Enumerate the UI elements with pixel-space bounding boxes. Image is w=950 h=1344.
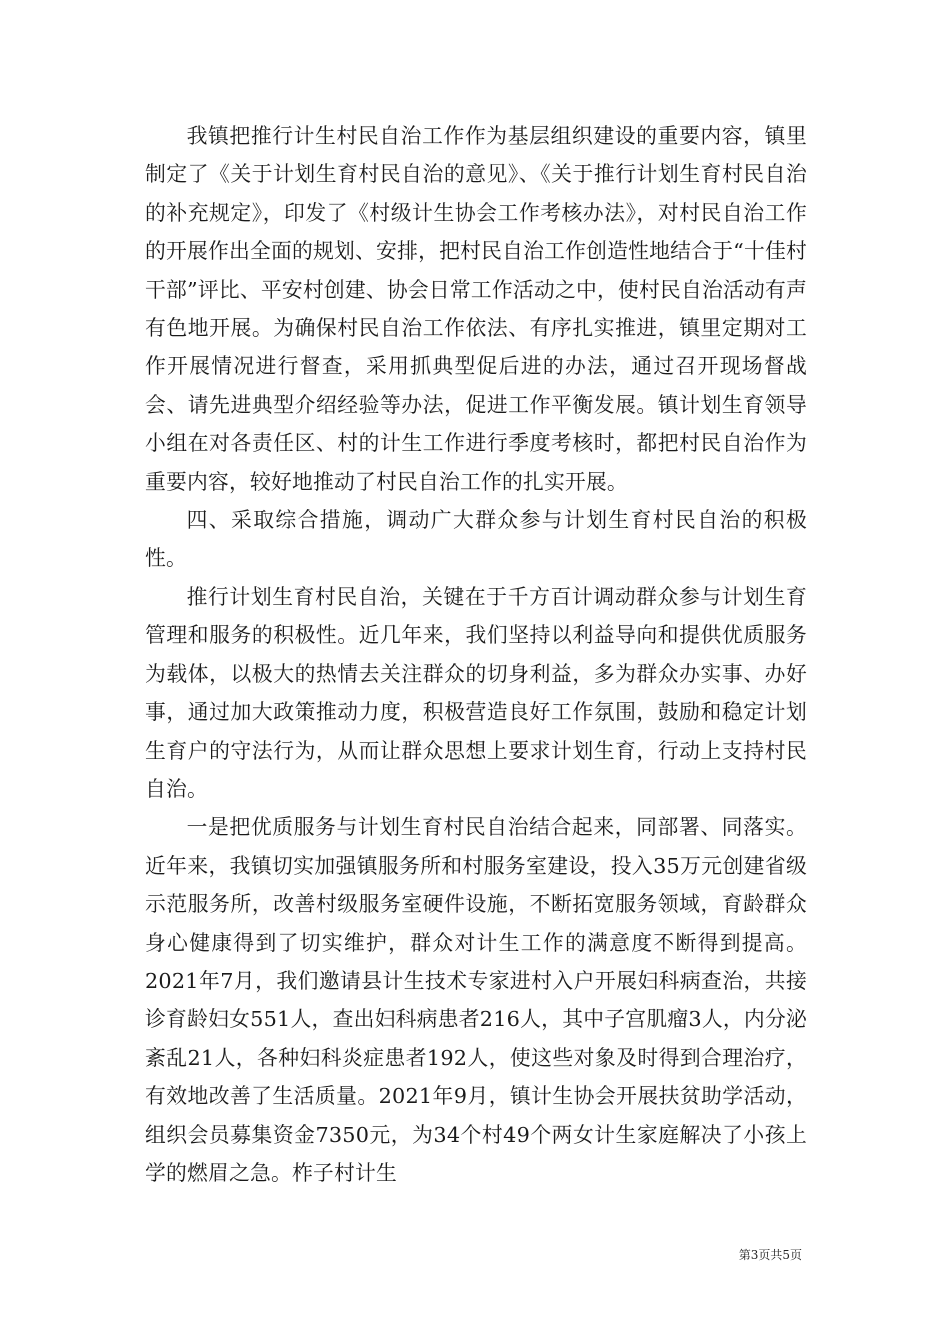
document-body bbox=[145, 117, 807, 1192]
page-number-footer: 第3页共5页 bbox=[738, 1248, 802, 1262]
paragraph-self-governance-work: 我镇把推行计生村民自治工作作为基层组织建设的重要内容，镇里制定了《关于计划生育村民自治的意见》、《关于推行计划生育村民自治的补充规定》，印发了《村级计生协会工作考核办法》，对村民自治工作的开展作出全面的规划、安排，把村民自治工作创造性地结合于“十佳村干部”评比、平安村创建、协会日常工作活动之中，使村民自治活动有声有色地开展。为确保村民自治工作依法、有序扎实推进，镇里定期对工作开展情况进行督查，采用抓典型促后进的办法，通过召开现场督战会、请先进典型介绍经验等办法，促进工作平衡发展。镇计划生育领导小组在对各责任区、村的计生工作进行季度考核时，都把村民自治作为重要内容，较好地推动了村民自治工作的扎实开展。 bbox=[145, 124, 807, 494]
paragraph-mobilize-masses: 推行计划生育村民自治，关键在于千方百计调动群众参与计划生育管理和服务的积极性。近几年来，我们坚持以利益导向和提供优质服务为载体，以极大的热情去关注群众的切身利益，多为群众办实事、办好事，通过加大政策推动力度，积极营造良好工作氛围，鼓励和稳定计划生育户的守法行为，从而让群众思想上要求计划生育，行动上支持村民自治。 bbox=[145, 584, 807, 801]
paragraph-section-four-heading: 四、采取综合措施，调动广大群众参与计划生育村民自治的积极性。 bbox=[145, 508, 807, 571]
paragraph-quality-service: 一是把优质服务与计划生育村民自治结合起来，同部署、同落实。近年来，我镇切实加强镇服务所和村服务室建设，投入35万元创建省级示范服务所，改善村级服务室硬件设施，不断拓宽服务领域，育龄群众身心健康得到了切实维护，群众对计生工作的满意度不断得到提高。2021年7月，我们邀请县计生技术专家进村入户开展妇科病查治，共接诊育龄妇女551人，查出妇科病患者216人，其中子宫肌瘤3人，内分泌紊乱21人，各种妇科炎症患者192人，使这些对象及时得到合理治疗，有效地改善了生活质量。2021年9月，镇计生协会开展扶贫助学活动，组织会员募集资金7350元，为34个村49个两女计生家庭解决了小孩上学的燃眉之急。柞子村计生 bbox=[145, 815, 807, 1185]
